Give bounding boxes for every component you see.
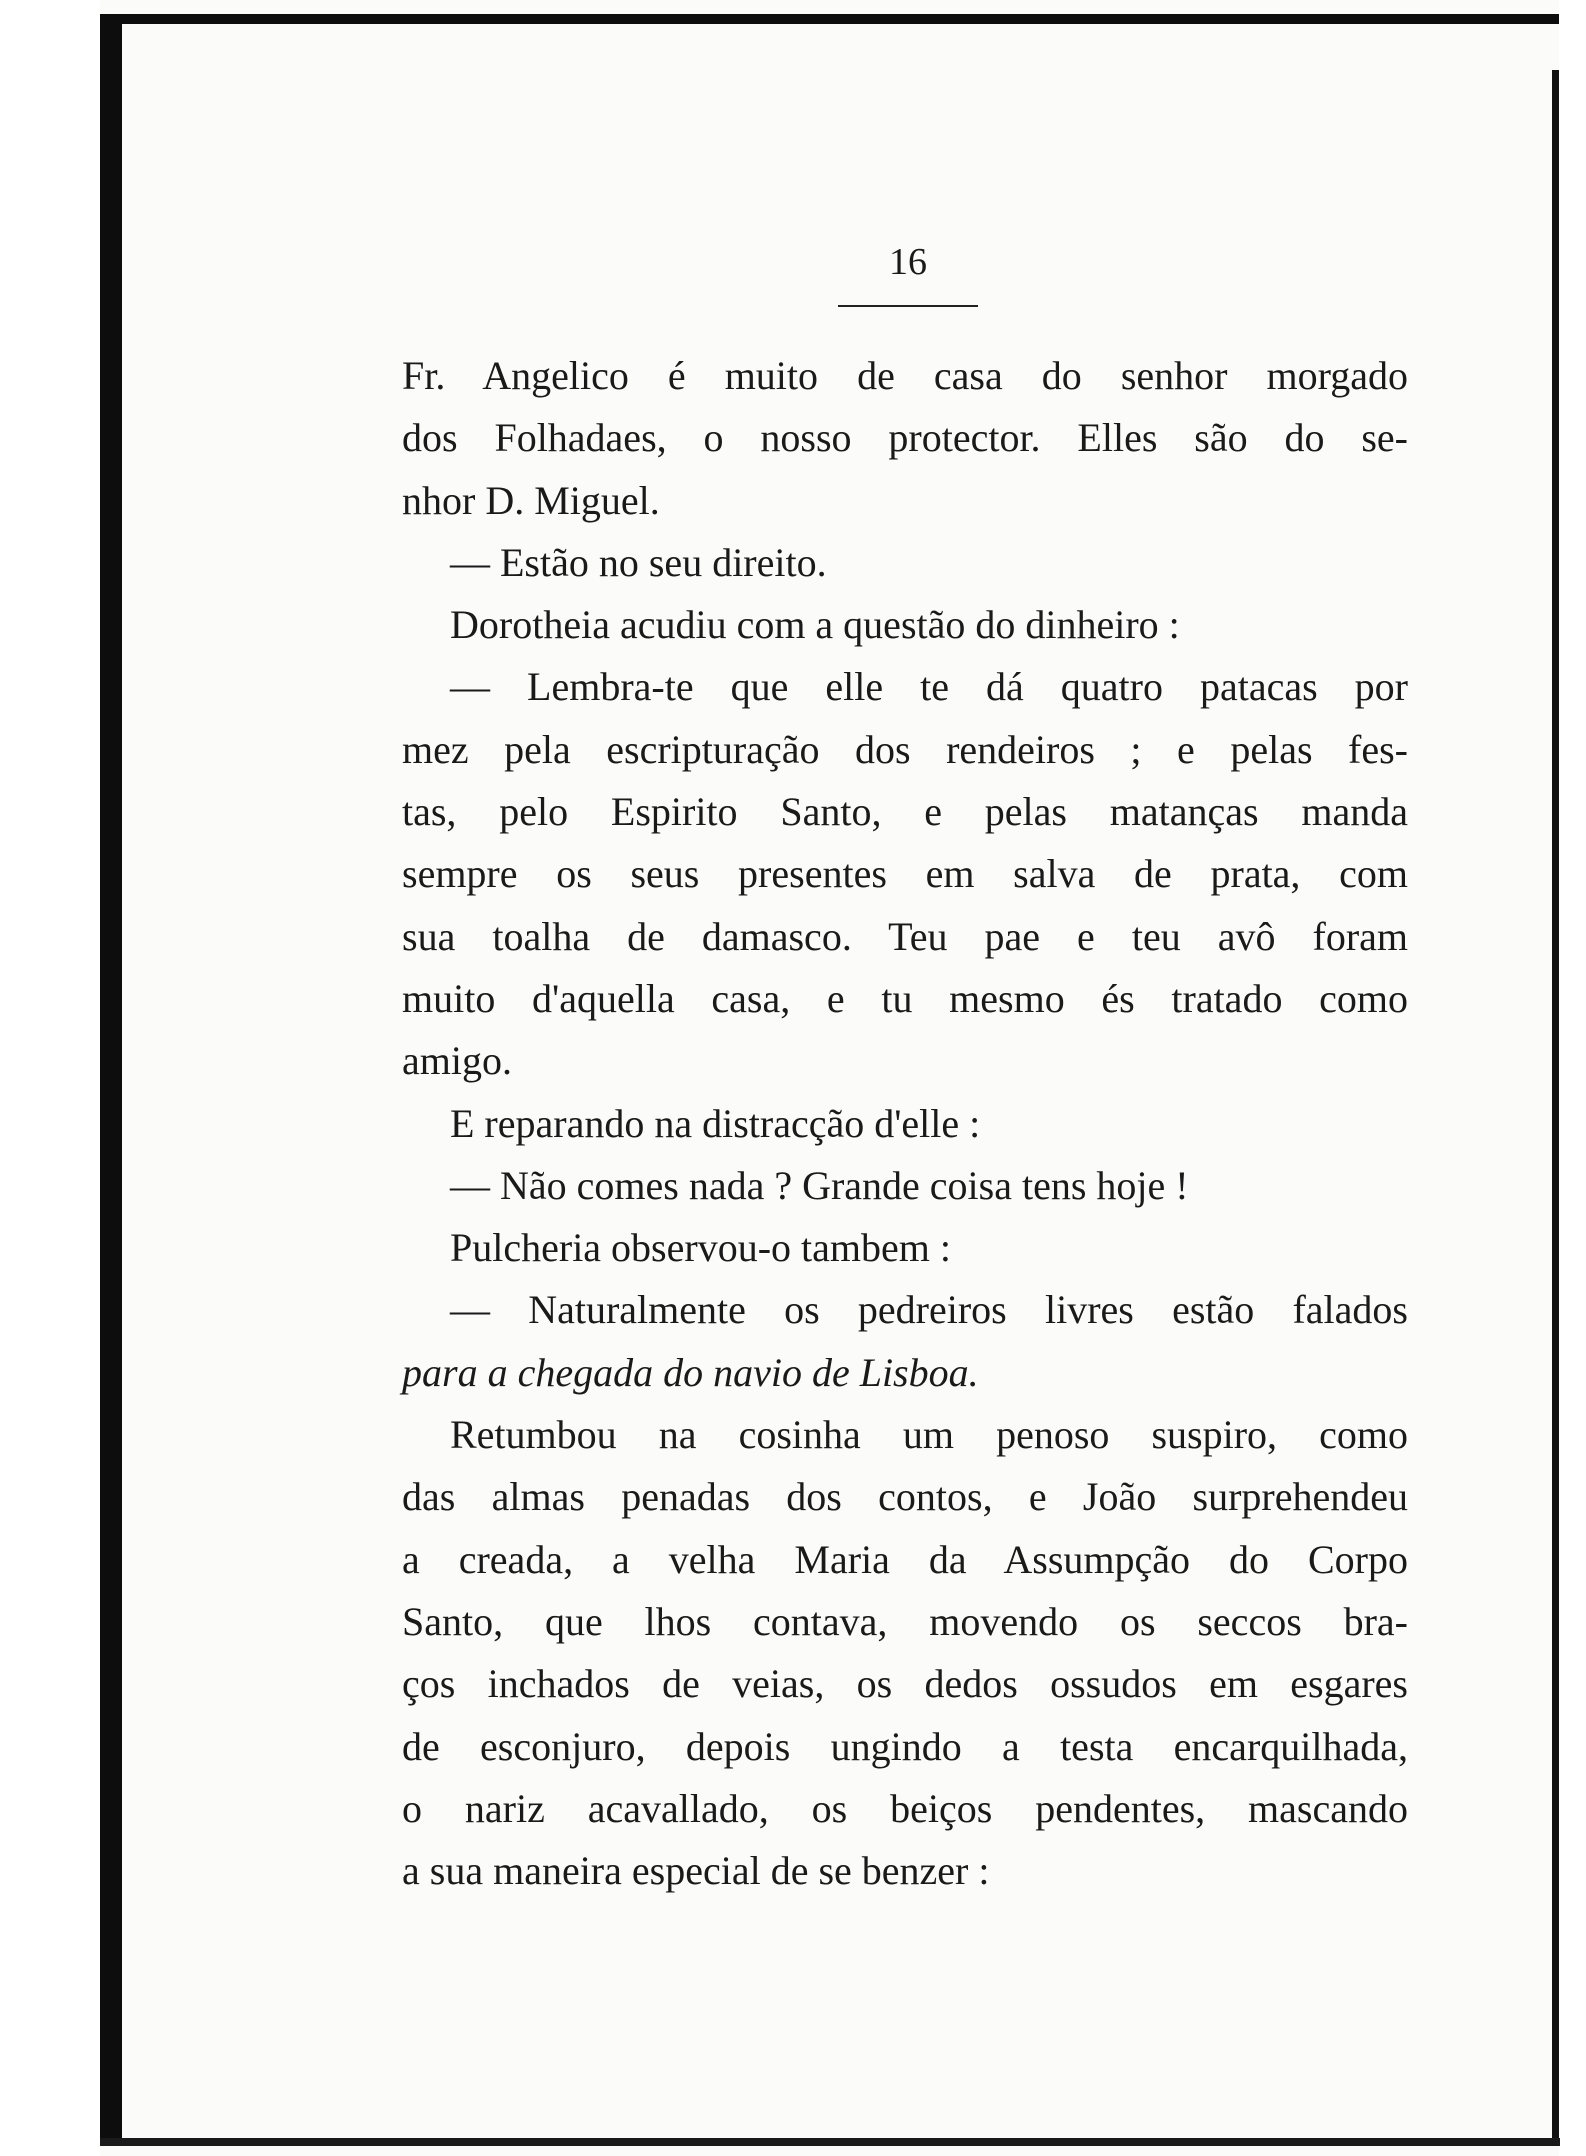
text-line: Santo, que lhos contava, movendo os seccos bra- (402, 1598, 1408, 1644)
scan-margin-right (1559, 0, 1586, 2156)
text-line: ços inchados de veias, os dedos ossudos em esgares (402, 1661, 1408, 1707)
text-line: — Naturalmente os pedreiros livres estão falados (450, 1287, 1408, 1333)
text-line: — Não comes nada ? Grande coisa tens hoje ! (450, 1162, 1189, 1208)
text-line: sua toalha de damasco. Teu pae e teu avô foram (402, 913, 1408, 959)
text-line: Retumbou na cosinha um penoso suspiro, como (450, 1412, 1408, 1458)
text-line: dos Folhadaes, o nosso protector. Elles são do se- (402, 415, 1408, 461)
header-rule (838, 305, 978, 307)
body-text (402, 345, 1408, 1902)
text-line: Pulcheria observou-o tambem : (450, 1225, 951, 1271)
page-edge-right (1552, 70, 1559, 2140)
text-line: a sua maneira especial de se benzer : (402, 1848, 990, 1894)
page-edge-left (100, 20, 122, 2145)
text-line: — Estão no seu direito. (450, 539, 827, 585)
text-line: E reparando na distracção d'elle : (450, 1100, 981, 1146)
text-line: amigo. (402, 1038, 512, 1084)
page-number: 16 (889, 241, 927, 283)
text-line: tas, pelo Espirito Santo, e pelas matanças manda (402, 789, 1408, 835)
text-line: o nariz acavallado, os beiços pendentes, mascando (402, 1785, 1408, 1831)
text-line: a creada, a velha Maria da Assumpção do Corpo (402, 1536, 1408, 1582)
text-line: muito d'aquella casa, e tu mesmo és tratado como (402, 975, 1408, 1021)
text-line: Fr. Angelico é muito de casa do senhor morgado (402, 353, 1408, 398)
text-line: Dorotheia acudiu com a questão do dinheiro : (450, 602, 1180, 648)
text-line: mez pela escripturação dos rendeiros ; e pelas fes- (402, 726, 1408, 772)
text-line: nhor D. Miguel. (402, 477, 660, 523)
text-line: sempre os seus presentes em salva de prata, com (402, 851, 1408, 897)
page-edge-bottom (100, 2138, 1560, 2146)
scan-margin-left (0, 0, 100, 2156)
text-line: para a chegada do navio de Lisboa. (402, 1349, 979, 1395)
text-line: das almas penadas dos contos, e João surprehendeu (402, 1474, 1408, 1520)
text-line: de esconjuro, depois ungindo a testa encarquilhada, (402, 1723, 1408, 1769)
text-line: — Lembra-te que elle te dá quatro patacas por (450, 664, 1408, 710)
page-edge-top (100, 14, 1580, 24)
